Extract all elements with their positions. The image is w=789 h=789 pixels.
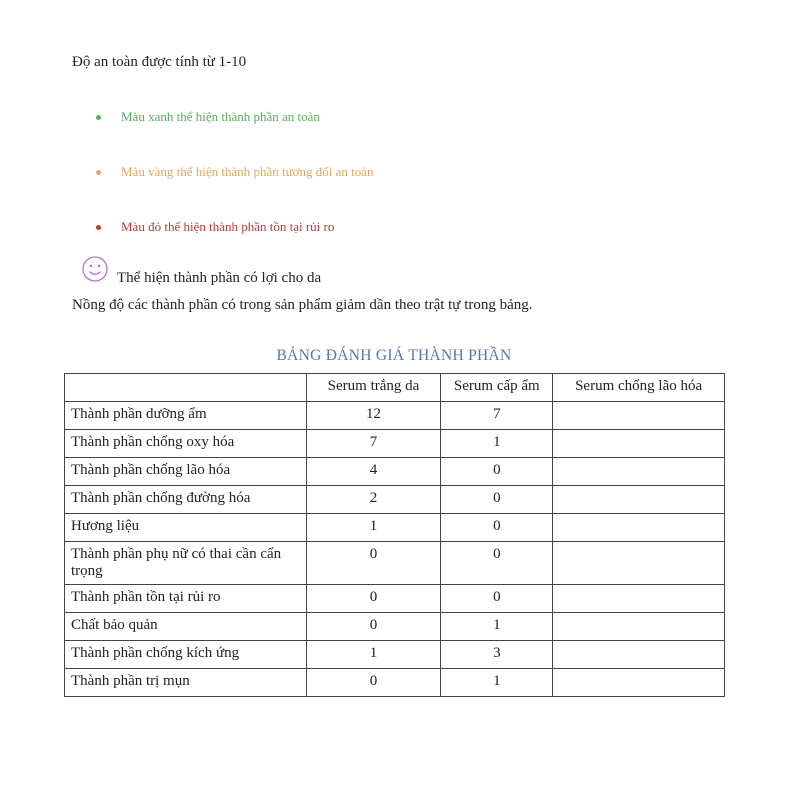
row-label: Thành phần chống oxy hóa: [65, 430, 307, 458]
header-cell: [65, 374, 307, 402]
header-cell: Serum trắng da: [306, 374, 441, 402]
bullet-icon: [96, 170, 101, 175]
row-label: Thành phần tồn tại rủi ro: [65, 585, 307, 613]
value-cell: [553, 669, 725, 697]
value-cell: 0: [441, 458, 553, 486]
bullet-icon: [96, 115, 101, 120]
table-row: [65, 641, 725, 669]
row-label: Hương liệu: [65, 514, 307, 542]
header-cell: Serum chống lão hóa: [553, 374, 725, 402]
value-cell: 0: [441, 542, 553, 585]
smiley-icon: [81, 255, 109, 283]
value-cell: [553, 641, 725, 669]
table-header-row: [65, 374, 725, 402]
table-row: [65, 458, 725, 486]
table-row: [65, 542, 725, 585]
legend-label: Màu đỏ thể hiện thành phần tồn tại rủi ro: [121, 219, 335, 234]
value-cell: [553, 613, 725, 641]
table-row: [65, 585, 725, 613]
value-cell: 0: [441, 585, 553, 613]
value-cell: 4: [306, 458, 441, 486]
evaluation-table: [64, 373, 725, 697]
value-cell: [553, 458, 725, 486]
value-cell: 7: [441, 402, 553, 430]
legend-label: Màu vàng thể hiện thành phần tương đối an toàn: [121, 164, 374, 179]
value-cell: 7: [306, 430, 441, 458]
row-label: Thành phần trị mụn: [65, 669, 307, 697]
table-row: [65, 514, 725, 542]
value-cell: 2: [306, 486, 441, 514]
value-cell: [553, 430, 725, 458]
value-cell: 0: [306, 669, 441, 697]
table-row: [65, 430, 725, 458]
table-title: BẢNG ĐÁNH GIÁ THÀNH PHẦN: [276, 347, 512, 364]
value-cell: 0: [441, 514, 553, 542]
intro-text: Độ an toàn được tính từ 1-10: [72, 54, 247, 70]
legend-item-green: [96, 108, 374, 163]
smiley-legend: [81, 255, 322, 286]
row-label: Thành phần dưỡng ẩm: [65, 402, 307, 430]
value-cell: 1: [441, 430, 553, 458]
legend-list: [96, 108, 374, 273]
value-cell: 0: [306, 542, 441, 585]
legend-label: Màu xanh thể hiện thành phần an toàn: [121, 109, 320, 124]
table-row: [65, 486, 725, 514]
value-cell: [553, 585, 725, 613]
header-cell: Serum cấp ẩm: [441, 374, 553, 402]
legend-item-yellow: [96, 163, 374, 218]
value-cell: 1: [441, 669, 553, 697]
value-cell: 1: [306, 641, 441, 669]
value-cell: 0: [306, 613, 441, 641]
row-label: Thành phần chống lão hóa: [65, 458, 307, 486]
value-cell: 1: [441, 613, 553, 641]
row-label: Thành phần chống đường hóa: [65, 486, 307, 514]
table-row: [65, 402, 725, 430]
value-cell: 12: [306, 402, 441, 430]
value-cell: [553, 486, 725, 514]
table-row: [65, 613, 725, 641]
value-cell: [553, 402, 725, 430]
row-label: Thành phần phụ nữ có thai cần cẩn trọng: [65, 542, 307, 585]
value-cell: 0: [441, 486, 553, 514]
smiley-label: Thể hiện thành phần có lợi cho da: [117, 270, 322, 286]
row-label: Chất bảo quản: [65, 613, 307, 641]
bullet-icon: [96, 225, 101, 230]
value-cell: 1: [306, 514, 441, 542]
value-cell: 3: [441, 641, 553, 669]
value-cell: [553, 542, 725, 585]
table-row: [65, 669, 725, 697]
value-cell: [553, 514, 725, 542]
value-cell: 0: [306, 585, 441, 613]
note-text: Nồng độ các thành phần có trong sản phẩm giảm dần theo trật tự trong bảng.: [72, 297, 533, 313]
row-label: Thành phần chống kích ứng: [65, 641, 307, 669]
